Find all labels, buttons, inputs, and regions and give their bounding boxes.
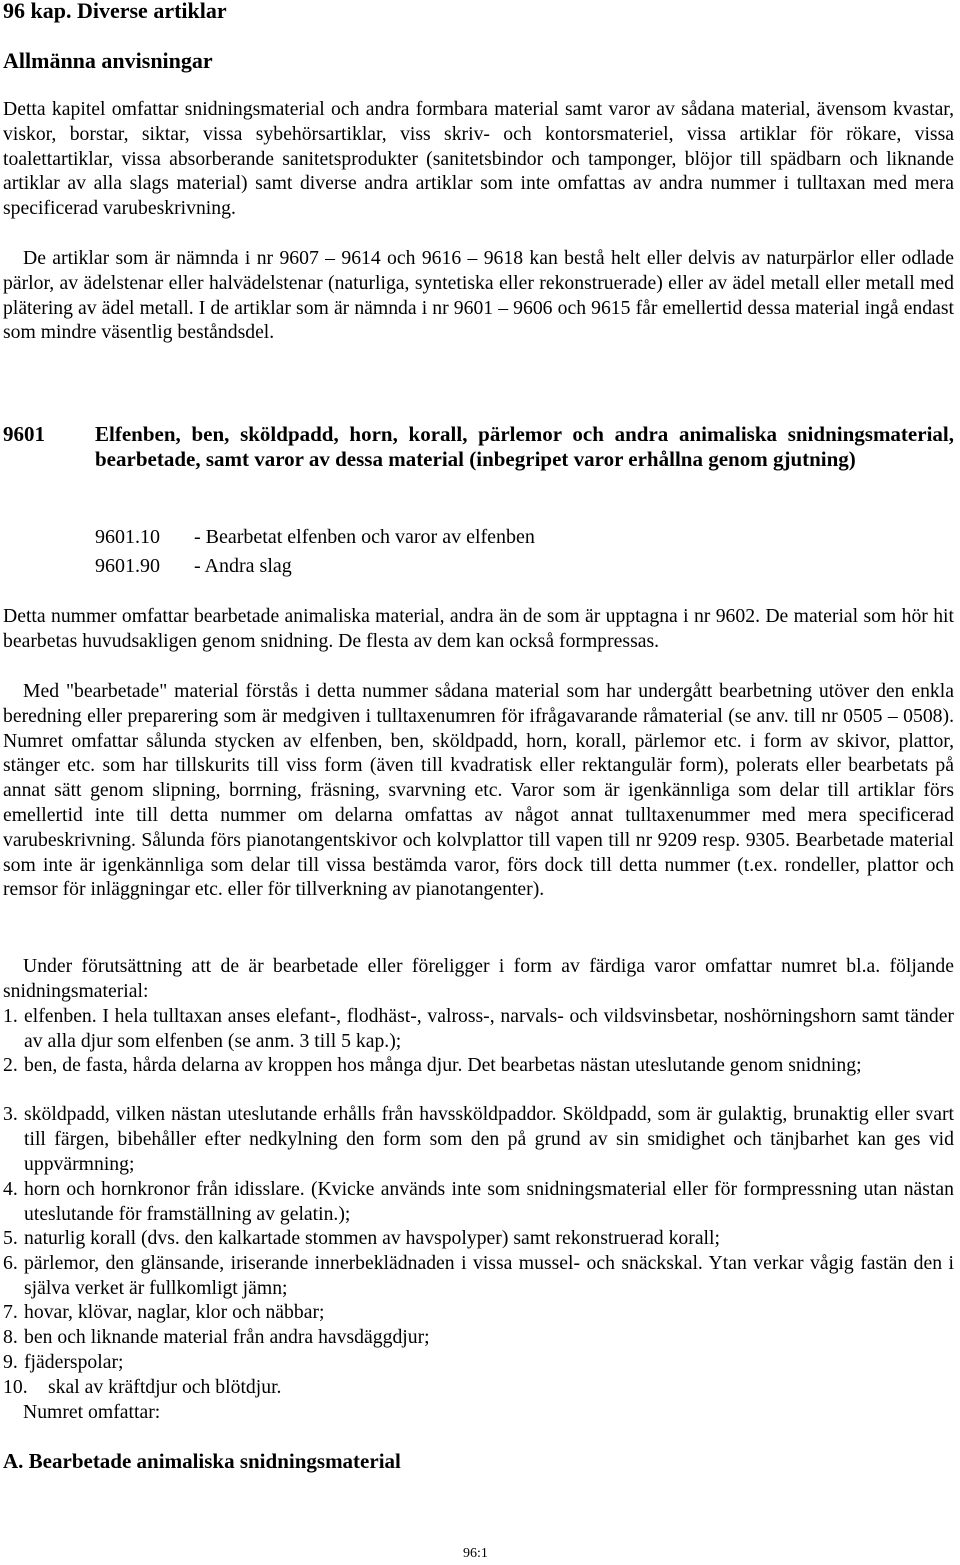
second-paragraph [3,246,954,345]
condition-paragraph [3,954,954,1004]
list-item-text: ben, de fasta, hårda delarna av kroppen hos många djur. Det bearbetas nästan uteslutande genom snidning; [24,1054,862,1076]
second-paragraph-text: De artiklar som är nämnda i nr 9607 – 9614 och 9616 – 9618 kan bestå helt eller delvis av naturpärlor eller odlade pärlor, av ädelstenar eller halvädelstenar (naturliga, syntetiska eller rekonstruerade) eller av ädel metall eller metall med plätering av ädel metall. I de artiklar som är nämnda i nr 9601 – 9606 och 9615 får emellertid dessa material ingå endast som mindre väsentlig beståndsdel. [3,247,954,344]
condition-paragraph-text: Under förutsättning att de är bearbetade eller föreligger i form av färdiga varor omfattar numret bl.a. följande snidningsmaterial: [3,955,954,1002]
list-item-number: 6. [3,1252,18,1274]
heading-number: 9601 [3,422,45,446]
subheading-description: - Bearbetat elfenben och varor av elfenben [194,526,535,548]
subheading-code: 9601.90 [95,555,160,577]
list-item-number: 1. [3,1005,18,1027]
note-paragraph-text: Detta nummer omfattar bearbetade animaliska material, andra än de som är upptagna i nr 9602. De material som hör hit bearbetas huvudsakligen genom snidning. De flesta av dem kan också formpressas. [3,605,954,652]
list-item-number: 3. [3,1103,18,1125]
list-item-number: 7. [3,1301,18,1323]
list-item-text: horn och hornkronor från idisslare. (Kvicke används inte som snidningsmaterial eller för formpressning utan nästan uteslutande för framställning av gelatin.); [24,1178,954,1225]
list-item-number: 5. [3,1227,18,1249]
intro-paragraph-text: Detta kapitel omfattar snidningsmaterial och andra formbara material samt varor av sådana material, ävensom kvastar, viskor, borstar, siktar, vissa sybehörsartiklar, viss skriv- och kontorsmateriel, vissa artiklar för rökare, vissa toalettartiklar, vissa absorberande sanitetsprodukter (sanitetsbindor och tamponger, blöjor till spädbarn och liknande artiklar av alla slags material) samt diverse andra artiklar som inte omfattas av andra nummer i tulltaxan med mera specificerad varubeskrivning. [3,98,954,220]
list-item-text: sköldpadd, vilken nästan uteslutande erhålls från havssköldpaddor. Sköldpadd, som är gulaktig, brunaktig eller svart till färgen, bibehåller efter nedkylning den form som den på grund av sin smidighet och tänjbarhet kan ges vid uppvärmning; [24,1103,954,1175]
list-item-text: ben och liknande material från andra havsdäggdjur; [24,1326,430,1348]
section-a-title: A. Bearbetade animaliska snidningsmaterial [3,1449,401,1473]
subheading-description: - Andra slag [194,555,292,577]
list-item-text: fjäderspolar; [24,1351,124,1373]
list-item-text: elfenben. I hela tulltaxan anses elefant-, flodhäst-, valross-, narvals- och vildsvinsbetar, noshörningshorn samt tänder av alla djur som elfenben (se anm. 3 till 5 kap.); [24,1005,954,1052]
list-item-number: 10. [3,1376,28,1398]
list-item-text: naturlig korall (dvs. den kalkartade stommen av havspolyper) samt rekonstruerad korall; [24,1227,720,1249]
worked-paragraph-text: Med "bearbetade" material förstås i detta nummer sådana material som har undergått bearbetning utöver den enkla beredning eller preparering som är medgiven i tulltaxenumren för ifrågavarande råmaterial (se anv. till nr 0505 – 0508). Numret omfattar sålunda stycken av elfenben, ben, sköldpadd, horn, korall, pärlemor etc. i form av skivor, plattor, stänger etc. som har tillskurits till viss form (även till kvadratisk eller rektangulär form), polerats eller bearbetats på annat sätt genom slipning, borrning, fräsning, svarvning etc. Varor som är igenkännliga som delar till artiklar förs emellertid inte till detta nummer om delarna omfattas av något annat tulltaxenummer med mera specificerad varubeskrivning. Sålunda förs pianotangentskivor och kolvplattor till vapen till nr 9209 resp. 9305. Bearbetade material som inte är igenkännliga som delar till vissa bestämda varor, förs dock till detta nummer (t.ex. rondeller, plattor och remsor för inläggningar etc. eller för tillverkning av pianotangenter). [3,680,954,901]
list-item-text: hovar, klövar, naglar, klor och näbbar; [24,1301,325,1323]
numret-omfattar: Numret omfattar: [23,1401,161,1423]
page-number: 96:1 [463,1546,488,1561]
list-item-number: 4. [3,1178,18,1200]
list-item-text: pärlemor, den glänsande, iriserande innerbeklädnaden i vissa mussel- och snäckskal. Ytan verkar vågig fastän den i själva verket är fullkomligt jämn; [24,1252,954,1299]
heading-text: Elfenben, ben, sköldpadd, horn, korall, pärlemor och andra animaliska snidningsmaterial, bearbetade, samt varor av dessa material (inbegripet varor erhållna genom gjutning) [95,422,954,471]
section-title: Allmänna anvisningar [3,48,213,73]
list-item-number: 8. [3,1326,18,1348]
chapter-title: 96 kap. Diverse artiklar [3,0,227,23]
subheading-code: 9601.10 [95,526,160,548]
worked-paragraph [3,679,954,902]
list-item-text: skal av kräftdjur och blötdjur. [48,1376,282,1398]
intro-paragraph [3,97,954,221]
list-item-number: 9. [3,1351,18,1373]
list-item-number: 2. [3,1054,18,1076]
note-paragraph [3,604,954,654]
